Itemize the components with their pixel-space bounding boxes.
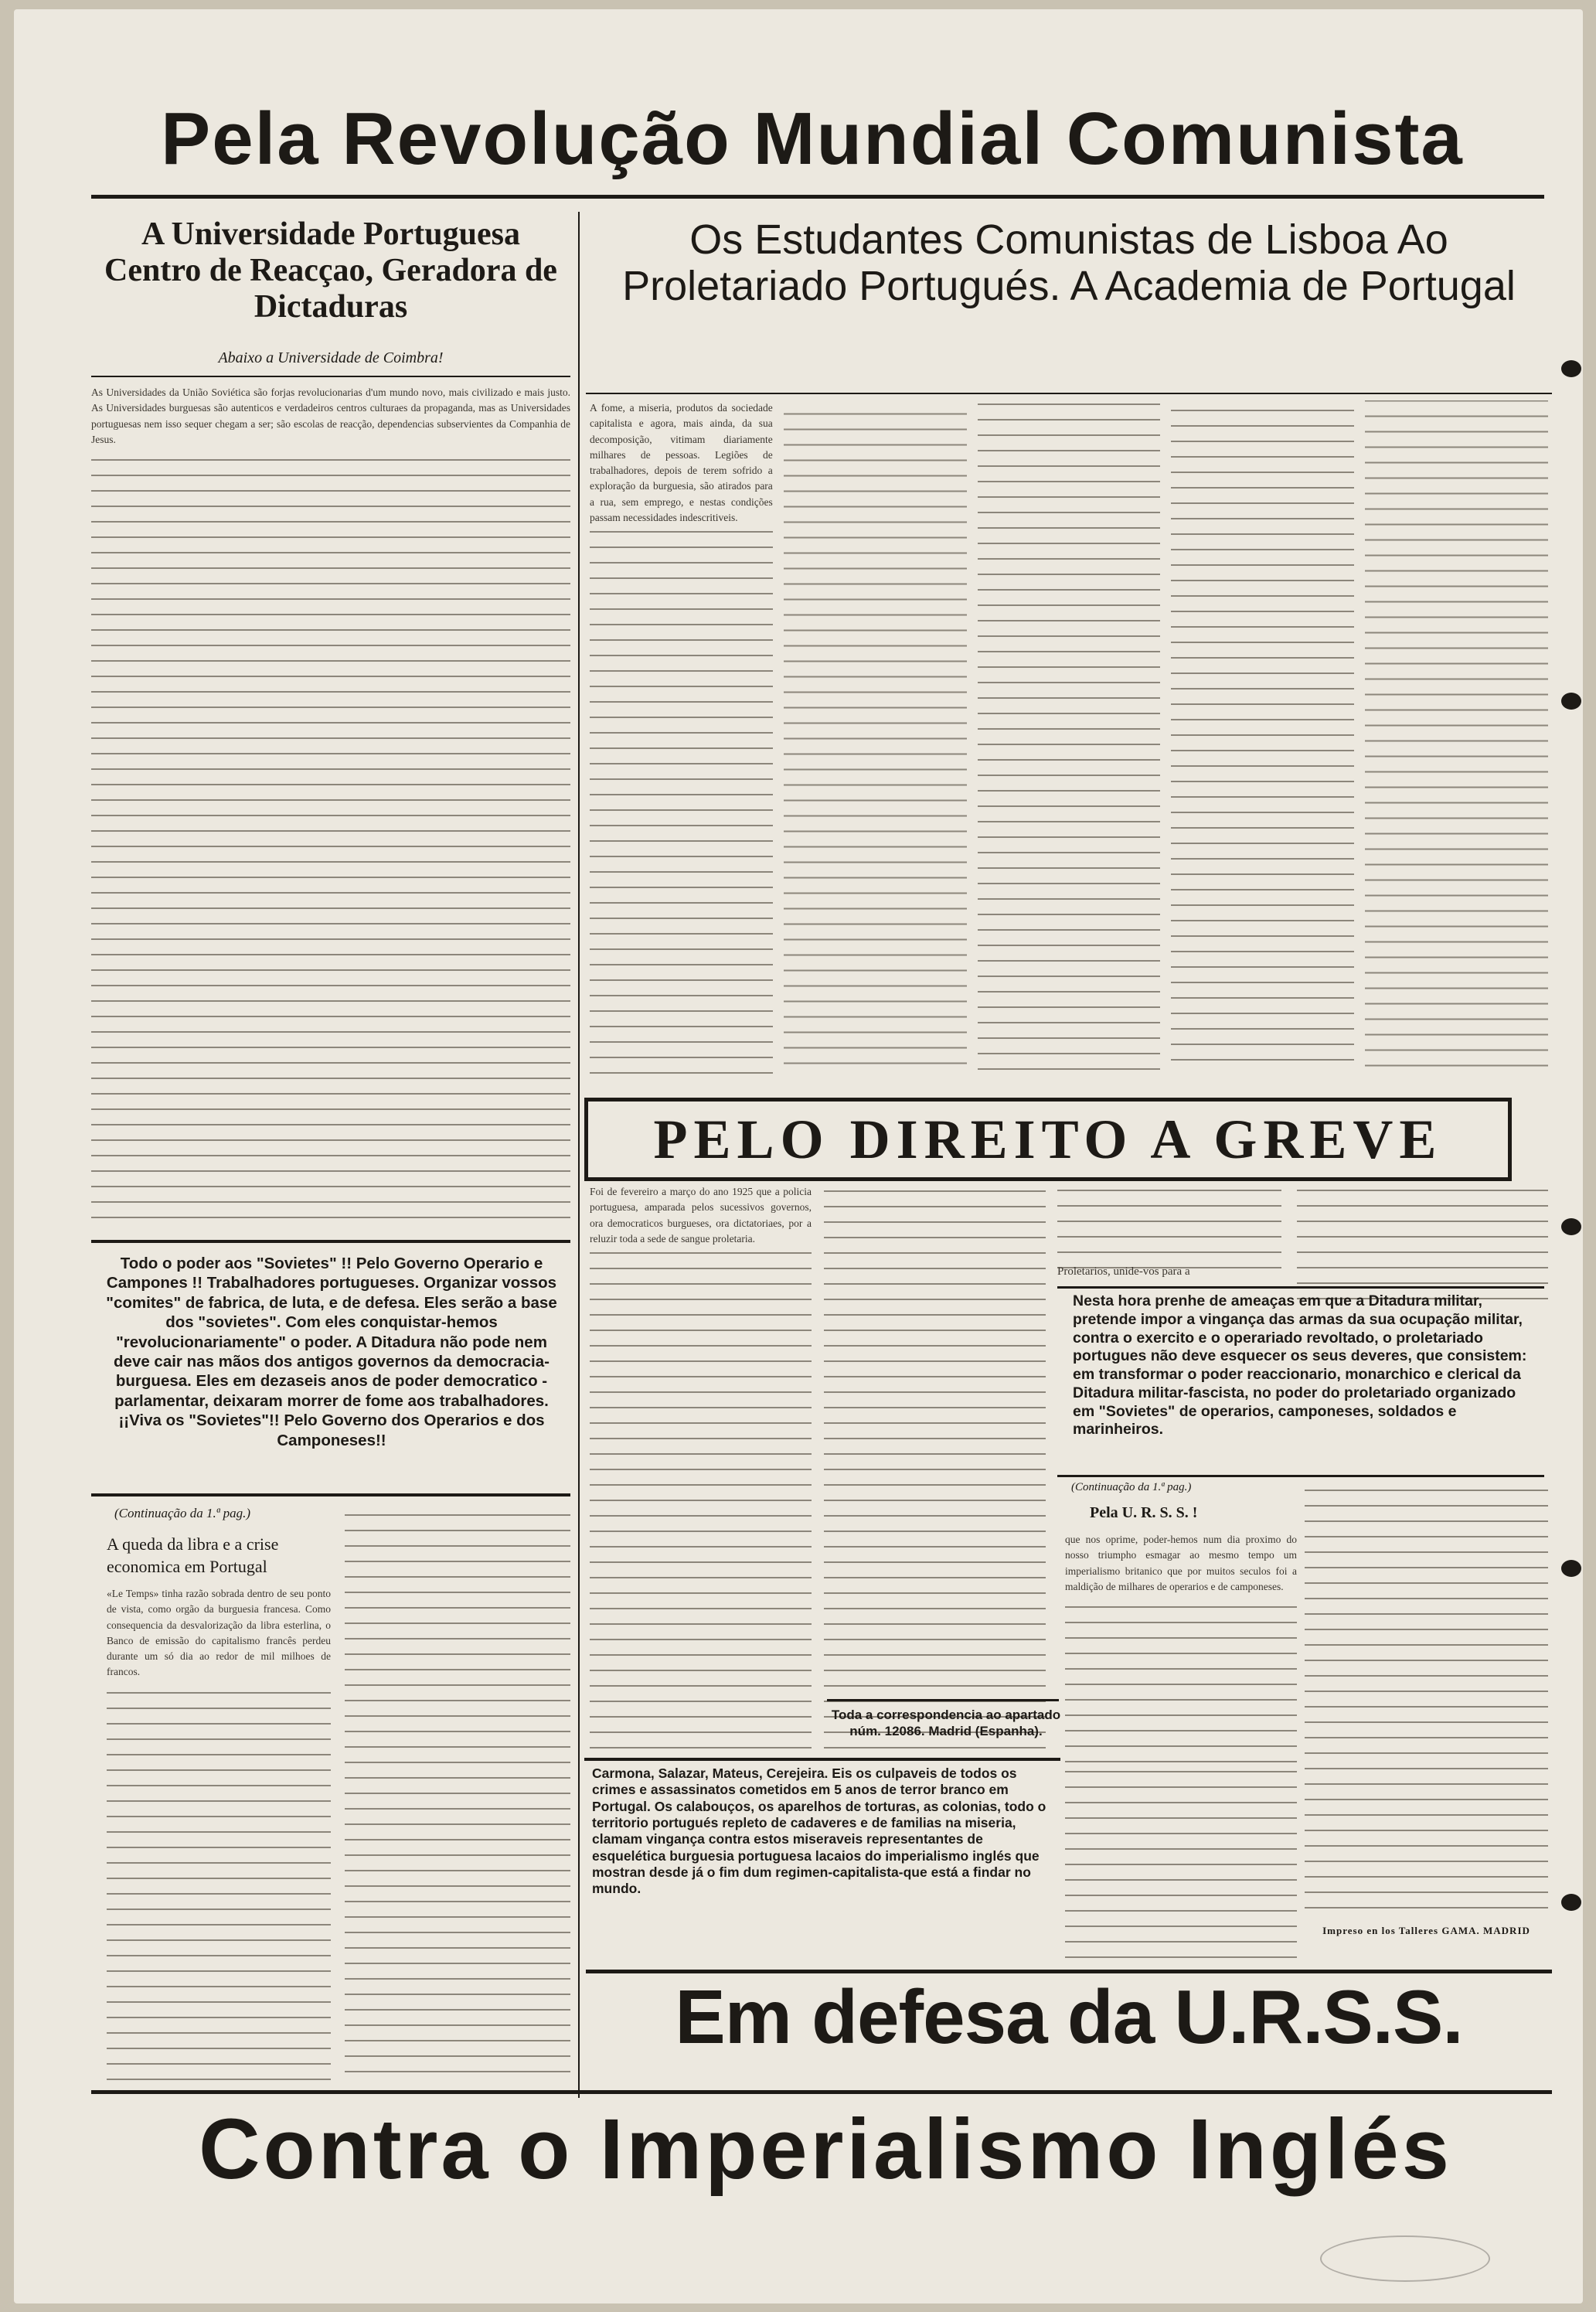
left-article-subtitle: Abaixo a Universidade de Coimbra! <box>218 349 444 366</box>
right-title-rule <box>586 393 1552 394</box>
imperialismo-banner-top-rule <box>91 2090 1552 2094</box>
punch-hole-1 <box>1561 360 1581 377</box>
right-article-title: Os Estudantes Comunistas de Lisboa Ao Proletariado Portugués. A Academia de Portugal <box>622 216 1516 310</box>
greve-banner: PELO DIREITO A GREVE <box>584 1098 1512 1181</box>
ameacas-box-bottom-rule <box>1057 1475 1544 1477</box>
library-stamp <box>1320 2235 1490 2282</box>
proletarios-line: Proletarios, unide-vos para a <box>1057 1265 1190 1278</box>
newspaper-page <box>14 9 1583 2303</box>
punch-hole-4 <box>1561 1560 1581 1577</box>
banner-imperialismo: Contra o Imperialismo Inglés <box>199 2102 1452 2197</box>
libra-continuation: (Continuação da 1.ª pag.) <box>114 1506 251 1520</box>
carmona-box: Carmona, Salazar, Mateus, Cerejeira. Eis os culpaveis de todos os crimes e assassinatos cometidos em 5 anos de terror branco em Portugal. Os calabouços, os aparelhos de torturas, as colonias, todo o territorio portugués repleto de cadaveres e de familias na miseria, clamam vingança contra estos miseraveis representantes de esquelética burguesia portuguesa lacaios do imperialismo inglés que mostran desde já o fim dum regimen-capitalista-que está a findar no mundo. <box>592 1765 1046 1897</box>
urss-body-col2 <box>1305 1484 1548 1948</box>
left-article-body <box>91 385 570 1228</box>
libra-opening: «Le Temps» tinha razão sobrada dentro de seu ponto de vista, como orgão da burguesia francesa. Como consequencia da desvalorização da libra esterlina, o Banco de emissão do capitalismo francês perdeu durante um só dia ao redor de mil milhoes de francos. <box>107 1588 331 1678</box>
greve-article-body <box>590 1184 1046 1756</box>
sovietes-box: Todo o poder aos "Sovietes" !! Pelo Governo Operario e Campones !! Trabalhadores portugueses. Organizar vossos "comites" de fabrica, de luta, e de defesa. Eles serão a base dos "sovietes". Com eles conquistar-hemos "revolucionariamente" o poder. A Ditadura não pode nem deve cair nas mãos dos antigos governos da democracia-burguesa. Eles em dezaseis anos de poder democratico - parlamentar, deixaram morrer de fome aos trabalhadores. ¡¡Viva os "Sovietes"!! Pelo Governo dos Operarios e dos Camponeses!! <box>106 1255 557 1449</box>
punch-hole-2 <box>1561 693 1581 710</box>
urss-body <box>1065 1532 1297 1764</box>
correspondencia-box: Toda a correspondencia ao apartado núm. 12086. Madrid (Espanha). <box>831 1708 1061 1739</box>
urss-banner-top-rule <box>586 1970 1552 1973</box>
urss-opening: que nos oprime, poder-hemos num dia proximo do nosso triumpho esmagar ao mesmo tempo um imperialismo britanico que por muitos seculos foi a maldição de milhares de operarios e de camponeses. <box>1065 1534 1297 1592</box>
greve-article-col4 <box>1297 1184 1548 1308</box>
left-subtitle-rule <box>91 376 570 377</box>
libra-body <box>107 1586 331 2081</box>
correspondencia-top-rule <box>827 1699 1059 1701</box>
left-article-opening: As Universidades da União Soviética são forjas revolucionarias d'um mundo novo, mais civilizado e mais justo. As Universidades burguesas são autenticos e verdadeiros centros culturaes da propaganda, mas as Universidades portuguesas nem isso sequer chegam a ser; são escolas de reacção, dependencias subservientes da Companhia de Jesus. <box>91 386 570 445</box>
sovietes-box-top-rule <box>91 1240 570 1243</box>
left-article-title: A Universidade Portuguesa Centro de Reacçao, Geradora de Dictaduras <box>104 216 557 325</box>
ameacas-box-top-rule <box>1057 1286 1544 1289</box>
urss-title: Pela U. R. S. S. ! <box>1090 1504 1198 1521</box>
headline-rule <box>91 195 1544 199</box>
banner-urss: Em defesa da U.R.S.S. <box>675 1974 1463 2059</box>
punch-hole-3 <box>1561 1218 1581 1235</box>
sovietes-box-bottom-rule <box>91 1493 570 1497</box>
ameacas-box: Nesta hora prenhe de ameaças em que a Ditadura militar, pretende impor a vingança das armas da sua ocupação militar, contra o exercito e o operariado revoltado, o proletariado portugues não deve esquecer os seus deveres, que consistem: em transformar o poder reaccionario, monarchico e clerical da Ditadura militar-fascista, no poder do proletariado organizado em "Sovietes" de operarios, camponeses, soldados e marinheiros. <box>1073 1292 1527 1439</box>
libra-title: A queda da libra e a crise economica em Portugal <box>107 1534 279 1576</box>
punch-hole-5 <box>1561 1894 1581 1911</box>
urss-continuation: (Continuação da 1.ª pag.) <box>1071 1481 1192 1493</box>
right-article-body <box>590 400 1548 1088</box>
vertical-rule-left <box>578 212 580 2098</box>
greve-article-opening: Foi de fevereiro a março do ano 1925 que a policia portuguesa, amparada pelos sucessivos governos, ora democraticos burgueses, ora dictatoriaes, por a reluzir toda a sede de sangue proletaria. <box>590 1186 812 1245</box>
right-article-opening: A fome, a miseria, produtos da sociedade capitalista e agora, mais ainda, da sua decomposição, vitimam diariamente milhares de pessoas. Legiões de trabalhadores, depois de terem sofrido a exploração da burguesia, são atirados para a rua, sem emprego, e nestas condições passam necessidades indescritiveis. <box>590 402 773 523</box>
page-headline: Pela Revolução Mundial Comunista <box>161 97 1464 180</box>
carmona-side-text <box>1065 1765 1297 1959</box>
libra-body-col2 <box>345 1509 570 2081</box>
carmona-box-top-rule <box>584 1758 1060 1761</box>
imprint: Impreso en los Talleres GAMA. MADRID <box>1322 1925 1530 1936</box>
